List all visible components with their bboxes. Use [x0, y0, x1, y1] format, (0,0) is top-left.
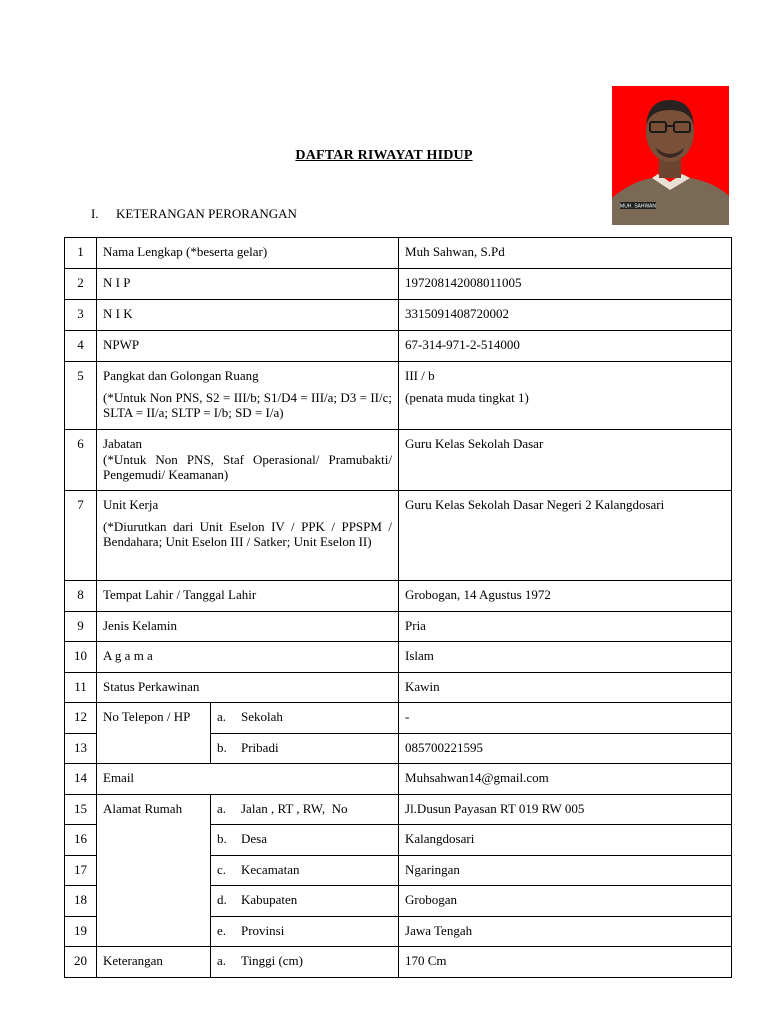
row-value: Islam [399, 642, 732, 673]
row-number: 3 [65, 300, 97, 331]
sub-label: Kecamatan [241, 862, 300, 877]
table-row [65, 612, 732, 642]
table-row [65, 642, 732, 673]
row-label: Unit Kerja [103, 497, 159, 512]
table-row [65, 331, 732, 362]
sub-letter: a. [217, 709, 227, 724]
row-value: Pria [399, 612, 732, 642]
table-row [65, 581, 732, 612]
row-number: 2 [65, 269, 97, 300]
row-number: 15 [65, 795, 97, 825]
row-sub-label-cell [211, 856, 399, 886]
row-value: Muh Sahwan, S.Pd [399, 238, 732, 269]
sub-letter: b. [217, 831, 227, 846]
sub-label: Tinggi (cm) [241, 953, 303, 968]
row-label: N I K [97, 300, 399, 331]
row-value: 085700221595 [399, 734, 732, 764]
sub-letter: d. [217, 892, 227, 907]
table-row [65, 300, 732, 331]
row-value: 197208142008011005 [399, 269, 732, 300]
row-number: 19 [65, 917, 97, 947]
row-value: Kawin [399, 673, 732, 703]
row-value: III / b [405, 368, 435, 383]
sub-letter: b. [217, 740, 227, 755]
table-row [65, 238, 732, 269]
sub-label: Provinsi [241, 923, 285, 938]
row-number: 18 [65, 886, 97, 917]
row-label: Tempat Lahir / Tanggal Lahir [97, 581, 399, 612]
table-row [65, 430, 732, 491]
row-value: - [399, 703, 732, 734]
section-number: I. [91, 206, 99, 221]
table-row [65, 362, 732, 430]
sub-label: Pribadi [241, 740, 279, 755]
row-number: 12 [65, 703, 97, 734]
section-title: KETERANGAN PERORANGAN [116, 206, 297, 221]
row-value: Guru Kelas Sekolah Dasar [399, 430, 732, 491]
table-row [65, 795, 732, 825]
row-label-cell [97, 491, 399, 581]
sub-label: Desa [241, 831, 267, 846]
row-number: 11 [65, 673, 97, 703]
row-group-label: Keterangan [97, 947, 211, 978]
row-number: 10 [65, 642, 97, 673]
row-label: Email [97, 764, 399, 795]
row-value-secondary: (penata muda tingkat 1) [405, 390, 529, 405]
row-sub-label-cell [211, 917, 399, 947]
row-number: 13 [65, 734, 97, 764]
row-number: 6 [65, 430, 97, 491]
table-row [65, 269, 732, 300]
row-number: 17 [65, 856, 97, 886]
row-value: 170 Cm [399, 947, 732, 978]
row-label-cell [97, 362, 399, 430]
table-row [65, 947, 732, 978]
section-heading [91, 206, 297, 222]
row-label: Jenis Kelamin [97, 612, 399, 642]
document-title: DAFTAR RIWAYAT HIDUP [295, 148, 473, 163]
row-number: 5 [65, 362, 97, 430]
row-sub-label-cell [211, 703, 399, 734]
row-number: 7 [65, 491, 97, 581]
sub-letter: e. [217, 923, 227, 938]
row-note: (*Diurutkan dari Unit Eselon IV / PPK / PPSPM / Bendahara; Unit Eselon III / Satker; Unit Eselon II) [103, 519, 393, 549]
row-label: Pangkat dan Golongan Ruang [103, 368, 259, 383]
row-number: 14 [65, 764, 97, 795]
table-row [65, 764, 732, 795]
row-value: Muhsahwan14@gmail.com [399, 764, 732, 795]
sub-label: Kabupaten [241, 892, 298, 907]
row-label: NPWP [97, 331, 399, 362]
row-label: A g a m a [97, 642, 399, 673]
row-sub-label-cell [211, 886, 399, 917]
sub-label: Sekolah [241, 709, 283, 724]
sub-label: Jalan , RT , RW, No [241, 801, 348, 816]
row-number: 4 [65, 331, 97, 362]
sub-letter: a. [217, 953, 227, 968]
row-value: Jl.Dusun Payasan RT 019 RW 005 [399, 795, 732, 825]
personal-info-table [64, 237, 732, 978]
sub-letter: c. [217, 862, 227, 877]
row-sub-label-cell [211, 825, 399, 856]
row-value: Guru Kelas Sekolah Dasar Negeri 2 Kalangdosari [399, 491, 732, 581]
row-value: 67-314-971-2-514000 [399, 331, 732, 362]
table-row [65, 703, 732, 734]
row-value: Jawa Tengah [399, 917, 732, 947]
sub-letter: a. [217, 801, 227, 816]
row-value: Grobogan [399, 886, 732, 917]
row-sub-label-cell [211, 734, 399, 764]
row-number: 9 [65, 612, 97, 642]
row-label: Jabatan [103, 436, 142, 451]
row-number: 16 [65, 825, 97, 856]
badge-text: MUH. SAHWAN [620, 203, 656, 210]
row-label: N I P [97, 269, 399, 300]
row-value: Grobogan, 14 Agustus 1972 [399, 581, 732, 612]
row-number: 1 [65, 238, 97, 269]
row-value: Ngaringan [399, 856, 732, 886]
row-number: 8 [65, 581, 97, 612]
row-value-cell [399, 362, 732, 430]
row-label-cell [97, 430, 399, 491]
table-row [65, 491, 732, 581]
row-label: Nama Lengkap (*beserta gelar) [97, 238, 399, 269]
row-value: 3315091408720002 [399, 300, 732, 331]
row-sub-label-cell [211, 947, 399, 978]
row-sub-label-cell [211, 795, 399, 825]
row-group-label: No Telepon / HP [97, 703, 211, 764]
row-label: Status Perkawinan [97, 673, 399, 703]
row-number: 20 [65, 947, 97, 978]
row-note: (*Untuk Non PNS, S2 = III/b; S1/D4 = III/a; D3 = II/c; SLTA = II/a; SLTP = I/b; SD = I/a) [103, 390, 393, 420]
row-note: (*Untuk Non PNS, Staf Operasional/ Pramubakti/ Pengemudi/ Keamanan) [103, 452, 393, 482]
row-group-label: Alamat Rumah [97, 795, 211, 947]
row-value: Kalangdosari [399, 825, 732, 856]
table-row [65, 673, 732, 703]
